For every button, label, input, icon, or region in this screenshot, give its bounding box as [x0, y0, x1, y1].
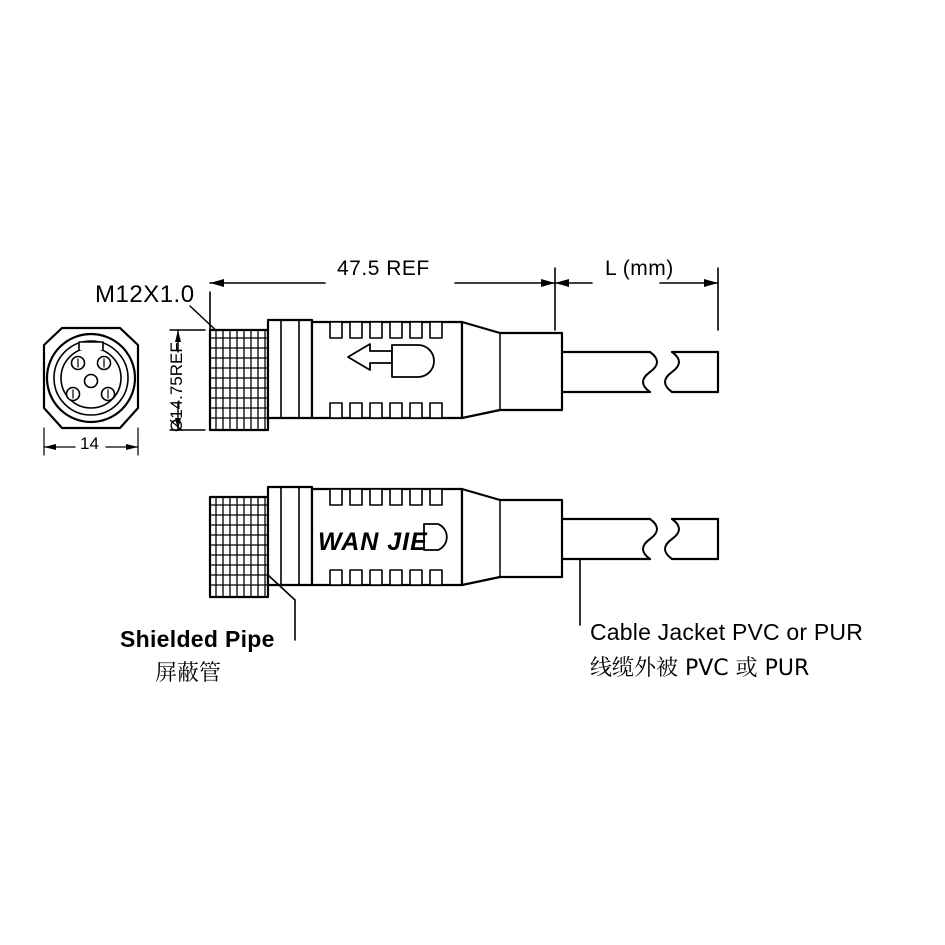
cable-jacket-label-en: Cable Jacket PVC or PUR	[590, 619, 864, 645]
thread-label: M12X1.0	[95, 281, 195, 308]
female-side-view	[210, 320, 718, 430]
length-ref-label: 47.5 REF	[337, 257, 430, 280]
diameter-ref-label: Ø14.75REF	[167, 342, 186, 432]
shielded-pipe-label-en: Shielded Pipe	[120, 626, 275, 652]
brand-label: WAN JIE	[318, 528, 428, 556]
male-side-view	[210, 487, 718, 597]
cable-length-label: L (mm)	[605, 257, 674, 280]
shielded-pipe-label-cn: 屏蔽管	[155, 661, 222, 686]
cable-jacket-label-cn: 线缆外被 PVC 或 PUR	[590, 656, 810, 681]
across-flats-label: 14	[80, 434, 99, 453]
